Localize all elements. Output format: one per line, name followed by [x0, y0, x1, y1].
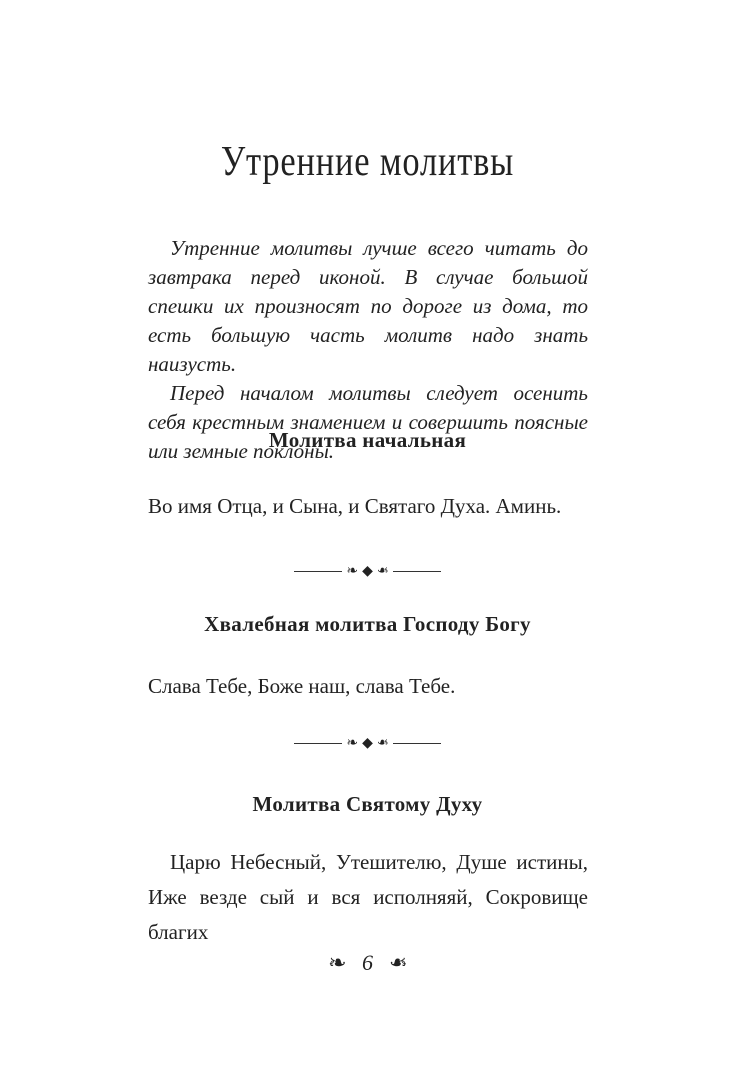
- flourish-icon: ❧: [346, 736, 359, 751]
- flourish-icon: ❧: [388, 950, 407, 975]
- intro-paragraph: Перед началом молитвы следует осенить себя крестным знамением и совершить поясные или земные поклоны.: [148, 381, 588, 463]
- section-heading: Хвалебная молитва Господу Богу: [204, 612, 531, 636]
- page-number: ❧ 6 ❧: [328, 950, 407, 975]
- flourish-icon: ❧: [376, 564, 389, 579]
- prayer-text: Во имя Отца, и Сына, и Святаго Духа. Аминь.: [148, 494, 562, 518]
- diamond-icon: ◆: [362, 564, 373, 579]
- diamond-icon: ◆: [362, 736, 373, 751]
- prayer-text: Слава Тебе, Боже наш, слава Тебе.: [148, 674, 456, 698]
- flourish-icon: ❧: [376, 736, 389, 751]
- intro-paragraph: Утренние молитвы лучше всего читать до завтрака перед иконой. В случае большой спешки их произносят по дороге из дома, то есть большую часть молитв надо знать наизусть.: [148, 236, 588, 376]
- ornament-divider: [0, 735, 735, 752]
- flourish-icon: ❧: [346, 564, 359, 579]
- ornament-divider: [0, 563, 735, 580]
- page-title: Утренние молитвы: [220, 139, 515, 185]
- prayer-text: Царю Небесный, Утешителю, Душе истины, Иже везде сый и вся исполняяй, Сокровище благих: [148, 850, 588, 944]
- section-heading: Молитва начальная: [268, 428, 467, 452]
- flourish-icon: ❧: [328, 950, 347, 975]
- section-heading: Молитва Святому Духу: [252, 792, 483, 816]
